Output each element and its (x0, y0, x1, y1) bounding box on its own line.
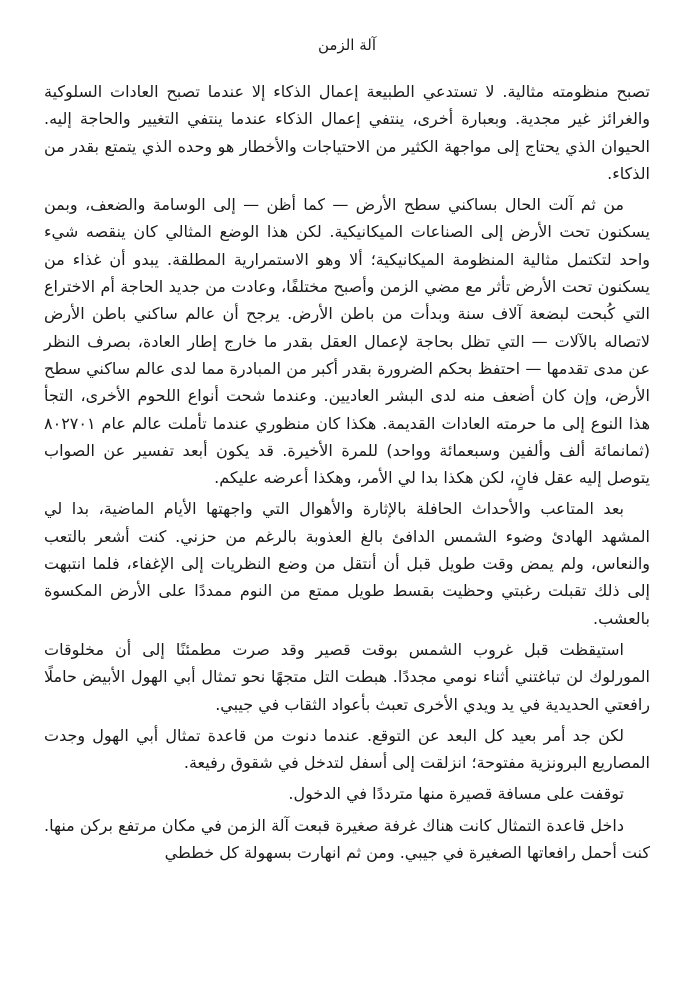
paragraph: تصبح منظومته مثالية. لا تستدعي الطبيعة إعمال الذكاء إلا عندما تصبح العادات السلوكية والغرائز غير مجدية. وبعبارة أخرى، ينتفي إعمال الذكاء عندما ينتفي التغيير والحاجة إليه. الحيوان الذي يحتاج إلى مواجهة الكثير من الاحتياجات والأخطار هو وحده الذي يتمتع بقدر من الذكاء. (44, 82, 650, 183)
paragraph: توقفت على مسافة قصيرة منها مترددًا في الدخول. (288, 784, 624, 804)
paragraph: استيقظت قبل غروب الشمس بوقت قصير وقد صرت مطمئنًا إلى أن مخلوقات المورلوك لن تباغتني أثناء نومي مجددًا. هبطت التل متجهًا نحو تمثال أبي الهول الأبيض حاملًا رافعتي الحديدية في يد ويدي الأخرى تعبث بأعواد الثقاب في جيبي. (44, 639, 650, 714)
body-text (44, 78, 650, 866)
paragraph: لكن جد أمر بعيد كل البعد عن التوقع. عندما دنوت من قاعدة تمثال أبي الهول وجدت المصاريع البرونزية مفتوحة؛ انزلقت إلى أسفل لتدخل في شقوق رفيعة. (44, 725, 650, 773)
running-head: آلة الزمن (317, 36, 376, 54)
paragraph: داخل قاعدة التمثال كانت هناك غرفة صغيرة قبعت آلة الزمن في مكان مرتفع بركن منها. كنت أحمل رافعاتها الصغيرة في جيبي. ومن ثم انهارت بسهولة كل خططي (44, 815, 650, 863)
paragraph: بعد المتاعب والأحداث الحافلة بالإثارة والأهوال التي واجهتها الأيام الماضية، بدا لي المشهد الهادئ وضوء الشمس الدافئ بالغ العذوبة بالرغم من حزني. كنت أشعر بالتعب والنعاس، ولم يمض وقت طويل قبل أن أنتقل من وضع النظريات إلى الإغفاء، فلما انتبهت إلى ذلك تقبلت رغبتي وحظيت بقسط طويل ممتع من النوم ممددًا على الأرض المكسوة بالعشب. (44, 499, 650, 628)
paragraph: من ثم آلت الحال بساكني سطح الأرض — كما أظن — إلى الوسامة والضعف، وبمن يسكنون تحت الأرض إلى الصناعات الميكانيكية. لكن هذا الوضع المثالي كان ينقصه شيء واحد لتكتمل مثالية المنظومة الميكانيكية؛ ألا وهو الاستمرارية المطلقة. يبدو أن غذاء من يسكنون تحت الأرض تأثر مع مضي الزمن وأصبح مختلفًا، وعادت من جديد الحاجة أم الاختراع التي كُبحت لبضعة آلاف سنة وبدأت من باطن الأرض. يرجح أن عالم ساكني باطن الأرض لاتصاله بالآلات — التي تظل بحاجة لإعمال العقل بقدر ما خارج إطار العادة، بصرف النظر عن مدى تقدمها — احتفظ بحكم الضرورة بقدر أكبر من المبادرة مما لدى عالم ساكني سطح الأرض، وإن كان أضعف منه لدى البشر العاديين. وعندما شحت أنواع اللحوم الأخرى، التجأ هذا النوع إلى ما حرمته العادات القديمة. هكذا كان منظوري عندما تأملت عالم عام ٨٠٢٧٠١ (ثمانمائة ألف وألفين وسبعمائة وواحد) للمرة الأخيرة. قد يكون أبعد تفسير عن الصواب يتوصل إليه عقل فانٍ، لكن هكذا بدا لي الأمر، وهكذا أعرضه عليكم. (44, 195, 650, 488)
